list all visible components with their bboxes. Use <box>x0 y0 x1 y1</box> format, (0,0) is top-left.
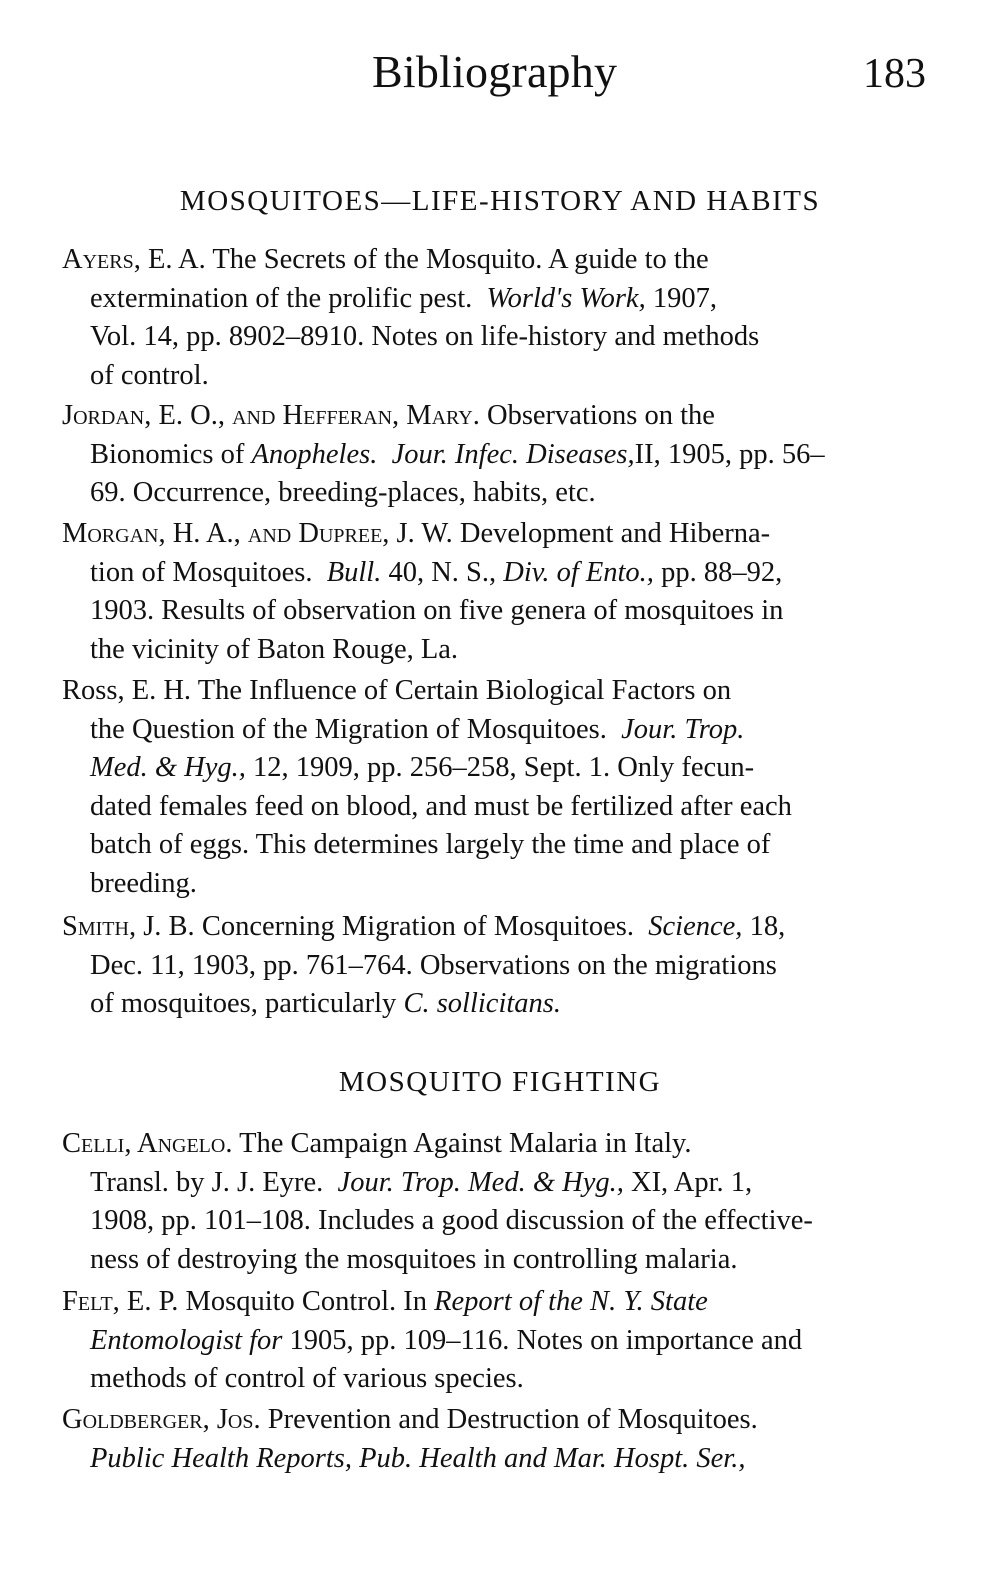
species-name: C. sollicitans. <box>403 988 561 1020</box>
entry-author: Jordan, E. O., and Hefferan, Mary. <box>62 400 480 431</box>
entry-text: the Question of the Migration of Mosquitoes. <box>90 713 607 745</box>
entry-text: the vicinity of Baton Rouge, La. <box>90 633 459 665</box>
entry-text: Vol. 14, pp. 8902–8910. Notes on life-history and methods <box>90 321 760 353</box>
entry-text: Bionomics of <box>90 438 245 470</box>
entry-text: batch of eggs. This determines largely the time and place of <box>90 829 771 861</box>
entry-line <box>90 318 918 357</box>
entry-author: Celli, Angelo. <box>62 1128 233 1159</box>
journal-title: Med. & Hyg., <box>90 752 246 784</box>
entry-line <box>90 711 918 750</box>
entry-text: of mosquitoes, particularly <box>90 988 397 1020</box>
entry-line <box>90 436 918 475</box>
journal-title: Public Health Reports, Pub. Health and Mar. Hospt. Ser., <box>90 1442 746 1474</box>
entry-text: methods of control of various species. <box>90 1363 524 1395</box>
entry-text: pp. 88–92, <box>661 556 783 588</box>
journal-title: Science, <box>648 911 743 942</box>
entry-line <box>90 1440 918 1479</box>
entry-line <box>90 749 918 788</box>
entry-text: The Secrets of the Mosquito. A guide to the <box>212 244 709 275</box>
entry-line <box>90 592 918 631</box>
entry-text: 1908, pp. 101–108. Includes a good discussion of the effective- <box>90 1205 813 1237</box>
entry-line <box>90 788 918 827</box>
entry-author: Smith, J. B. <box>62 911 195 942</box>
entry-line <box>90 357 918 396</box>
entry-line <box>90 631 918 670</box>
entry-text: The Influence of Certain Biological Factors on <box>197 675 732 706</box>
entry-author: Ross, E. H. <box>62 675 192 706</box>
entry-text: 1905, pp. 109–116. Notes on importance and <box>289 1324 803 1356</box>
entry-line <box>90 1322 918 1361</box>
entry-text: 40, N. S., <box>388 556 497 588</box>
bib-entry-ross <box>62 672 918 904</box>
entry-line <box>62 672 918 711</box>
bib-entry-smith <box>62 908 918 1024</box>
entry-line <box>90 865 918 904</box>
entry-line <box>90 1360 918 1399</box>
entry-text: extermination of the prolific pest. <box>90 282 473 314</box>
page-number: 183 <box>863 51 926 97</box>
entry-author: Felt, E. P. <box>62 1286 179 1317</box>
entry-line <box>90 947 918 986</box>
bib-entry-jordan <box>62 397 918 513</box>
entry-line <box>90 280 918 319</box>
entry-text: dated females feed on blood, and must be fertilized after each <box>90 790 792 822</box>
entry-text: Development and Hiberna- <box>459 518 771 549</box>
bib-entry-ayers <box>62 241 918 395</box>
bib-entry-celli <box>62 1125 918 1279</box>
bib-entry-felt <box>62 1283 918 1399</box>
entry-text: 18, <box>749 911 786 942</box>
entry-line <box>90 1164 918 1203</box>
entry-line <box>62 1283 918 1322</box>
bib-entry-goldberger <box>62 1401 918 1478</box>
entry-line <box>62 241 918 280</box>
entry-line <box>62 1401 918 1440</box>
report-title: Entomologist for <box>90 1324 283 1356</box>
entry-author: Morgan, H. A., and Dupree, J. W. <box>62 518 453 549</box>
journal-title: Bull. <box>326 556 382 588</box>
genus-name: Anopheles. <box>251 438 378 470</box>
running-title: Bibliography <box>372 46 618 97</box>
entry-text: 1907, <box>652 282 717 314</box>
entry-line <box>90 1241 918 1280</box>
entry-line <box>90 474 918 513</box>
entry-line <box>90 1202 918 1241</box>
entry-text: XI, Apr. 1, <box>630 1166 753 1198</box>
entry-line <box>90 826 918 865</box>
entry-line <box>90 554 918 593</box>
entry-text: of control. <box>90 359 209 391</box>
journal-title: Div. of Ento., <box>503 556 654 588</box>
entry-text: Mosquito Control. In <box>185 1286 427 1317</box>
entry-text: II, 1905, pp. 56– <box>634 438 825 470</box>
entry-text: tion of Mosquitoes. <box>90 556 313 588</box>
entry-text: The Campaign Against Malaria in Italy. <box>239 1128 692 1159</box>
entry-text: Transl. by J. J. Eyre. <box>90 1166 324 1198</box>
entry-text: ness of destroying the mosquitoes in controlling malaria. <box>90 1243 738 1275</box>
entry-text: Concerning Migration of Mosquitoes. <box>201 911 635 942</box>
entry-text: Observations on the <box>486 400 715 431</box>
entry-author: Goldberger, Jos. <box>62 1404 261 1435</box>
section-heading-mosquito-fighting: MOSQUITO FIGHTING <box>338 1066 662 1098</box>
entry-text: 69. Occurrence, breeding-places, habits, etc. <box>90 477 596 509</box>
journal-title: Jour. Trop. <box>621 713 745 745</box>
report-title: Report of the N. Y. State <box>434 1286 708 1317</box>
entry-text: Dec. 11, 1903, pp. 761–764. Observations on the migrations <box>90 949 777 981</box>
journal-title: Jour. Trop. Med. & Hyg., <box>337 1166 624 1198</box>
entry-text: 12, 1909, pp. 256–258, Sept. 1. Only fecun- <box>253 752 755 784</box>
journal-title: World's Work, <box>486 282 646 314</box>
entry-line <box>90 985 918 1024</box>
entry-line <box>62 1125 918 1164</box>
entry-author: Ayers, E. A. <box>62 244 206 275</box>
entry-line <box>62 515 918 554</box>
bib-entry-morgan <box>62 515 918 669</box>
entry-line <box>62 397 918 436</box>
section-heading-life-history: MOSQUITOES—LIFE-HISTORY AND HABITS <box>179 185 821 217</box>
page-header <box>0 42 1000 112</box>
entry-text: breeding. <box>90 867 197 899</box>
journal-title: Jour. Infec. Diseases, <box>391 438 635 470</box>
entry-text: Prevention and Destruction of Mosquitoes. <box>267 1404 758 1435</box>
entry-text: 1903. Results of observation on five genera of mosquitoes in <box>90 595 784 627</box>
entry-line <box>62 908 918 947</box>
